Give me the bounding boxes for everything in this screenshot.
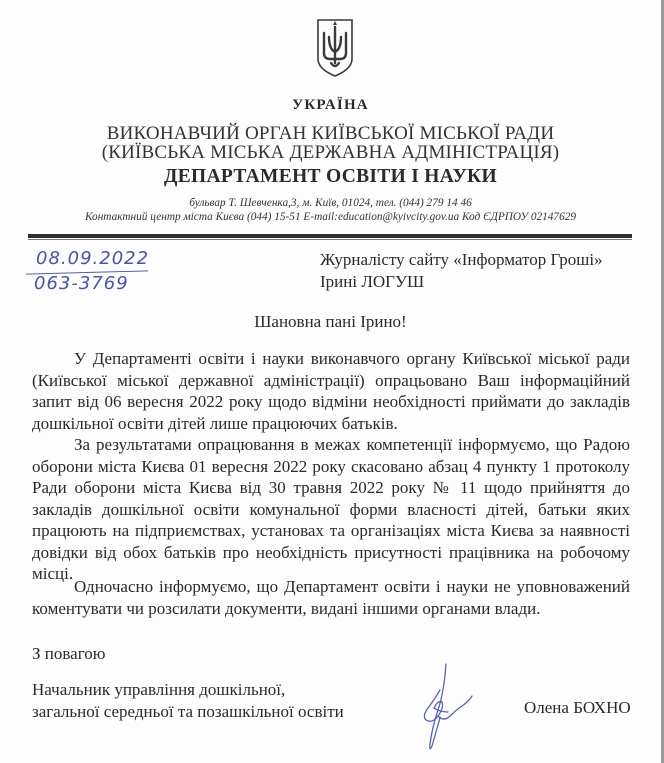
recipient-name: Ірині ЛОГУШ	[320, 272, 425, 291]
organization-subtitle: (КИЇВСЬКА МІСЬКА ДЕРЖАВНА АДМІНІСТРАЦІЯ)	[101, 142, 560, 163]
signer-name: Олена БОХНО	[524, 698, 631, 717]
recipient-block	[320, 249, 603, 293]
header-separator	[28, 234, 632, 238]
body-paragraph	[32, 434, 630, 585]
contact-line: Контактний центр міста Києва (044) 15-51 E-mail:education@kyivcity.gov.ua Код ЄДРПОУ 02147629	[84, 211, 577, 223]
paragraph-text: У Департаменті освіти і науки виконавчого органу Київської міської ради (Київської міської державної адміністрації) опрацьовано Ваш інформаційний запит від 06 вересня 2022 року щодо відміни необхідності приймати до закладів дошкільної освіти дітей лише працюючих батьків.	[32, 349, 630, 433]
closing-phrase: З повагою	[32, 644, 106, 663]
greeting: Шановна пані Ірино!	[254, 312, 407, 331]
recipient-title: Журналісту сайту «Інформатор Гроші»	[320, 250, 603, 269]
country-name: УКРАЇНА	[292, 97, 369, 113]
position-line: Начальник управління дошкільної,	[32, 680, 286, 699]
handwritten-signature-icon	[400, 662, 490, 757]
position-line: загальної середньої та позашкільної освіти	[32, 702, 344, 721]
department-name: ДЕПАРТАМЕНТ ОСВІТИ І НАУКИ	[164, 166, 497, 187]
header-separator-thin	[28, 239, 632, 240]
body-paragraph	[32, 576, 630, 619]
organization-name: ВИКОНАВЧИЙ ОРГАН КИЇВСЬКОЇ МІСЬКОЇ РАДИ	[106, 123, 555, 144]
registration-date: 08.09.2022	[36, 248, 150, 269]
registration-number: 063-3769	[34, 273, 129, 294]
address-line: бульвар Т. Шевченка,3, м. Київ, 01024, тел. (044) 279 14 46	[189, 197, 472, 209]
paragraph-text: За результатами опрацювання в межах компетенції інформуємо, що Радою оборони міста Києва 01 вересня 2022 року скасовано абзац 4 пункту 1 протоколу Ради оборони міста Києва від 30 травня 2022 року № 11 щодо прийняття до закладів дошкільної освіти комунальної форми власності дітей, батьки яких працюють на підприємствах, установах та організаціях міста Києва за наявності довідки від обох батьків про необхідність присутності працівника на робочому місці.	[32, 435, 630, 583]
paragraph-text: Одночасно інформуємо, що Департамент освіти і науки не уповноважений коментувати чи розсилати документи, видані іншими органами влади.	[32, 577, 630, 618]
trident-coat-of-arms-icon	[316, 19, 354, 77]
signer-position	[32, 679, 344, 723]
body-paragraph	[32, 348, 630, 434]
